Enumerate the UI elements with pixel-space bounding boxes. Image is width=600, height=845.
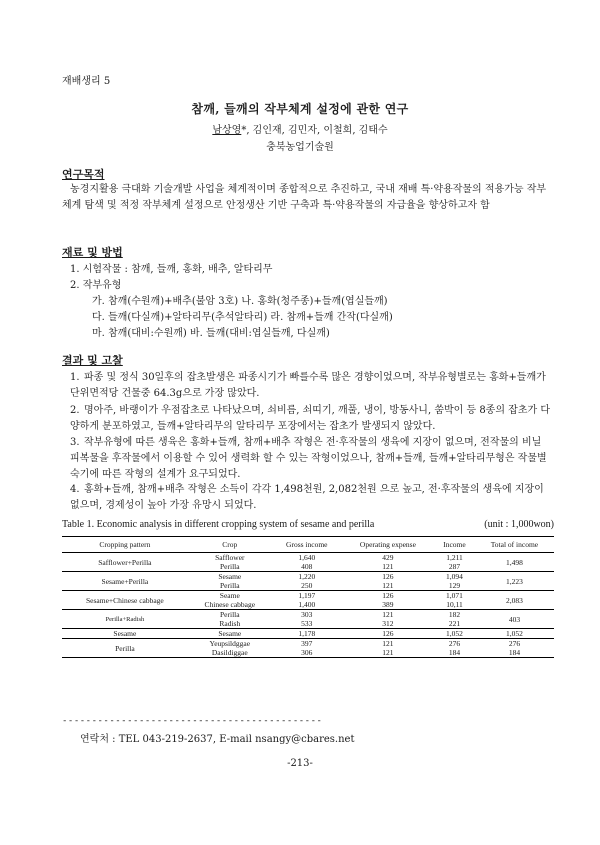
- total-cell: 2,083: [475, 591, 554, 610]
- result-item: 3. 작부유형에 따른 생육은 홍화+들깨, 참깨+배추 작형은 전·후작물의 생육에 지장이 없으며, 전작물의 비닐피복물을 후작물에서 이용할 수 있어 생력화 할 수 있는 작형이었으나, 참깨+들깨, 들깨+알타리무형은 작물별 숙기에 따른 작형의 설계가 요구되었다.: [70, 437, 547, 480]
- pattern-cell: Perilla: [62, 639, 188, 658]
- section-heading-purpose: 연구목적: [62, 168, 105, 181]
- result-item: 1. 파종 및 정식 30일후의 잡초발생은 파종시기가 빠를수록 많은 경향이었으며, 작부유형별로는 홍화+들깨가 단위면적당 건물중 64.3g으로 가장 많았다.: [70, 372, 546, 399]
- pattern-cell: Perilla+Radish: [62, 610, 188, 629]
- result-item: 4. 홍화+들깨, 참깨+배추 작형은 소득이 각각 1,498천원, 2,082천원 으로 높고, 전·후작물의 생육에 지장이 없으며, 경제성이 높아 가장 유망시 되었다.: [70, 484, 544, 511]
- pattern-cell: Sesame: [62, 629, 188, 639]
- table-unit: (unit : 1,000won): [484, 519, 554, 530]
- footnote-rule: --------------------------------------------: [62, 716, 323, 726]
- total-cell: 184: [475, 648, 554, 658]
- table-row: Perilla+Radish Perilla 303 121 182 403: [62, 610, 554, 620]
- series-label: 재배생리 5: [62, 76, 111, 87]
- column-header: Total of income: [475, 537, 554, 553]
- column-header: Gross income: [272, 537, 342, 553]
- table-row: Radish 533 312 221: [62, 619, 554, 629]
- author-list: [0, 121, 600, 136]
- table-row: Perilla 250 121 129: [62, 581, 554, 591]
- methods-item-1: 1. 시험작물 : 참깨, 들깨, 홍화, 배추, 알타리무: [70, 264, 273, 275]
- table-row: Sesame+Chinese cabbage Seame 1,197 126 1,071 2,083: [62, 591, 554, 601]
- pattern-cell: Sesame+Perilla: [62, 572, 188, 591]
- economic-analysis-table: [62, 536, 554, 658]
- column-header: Operating expense: [342, 537, 434, 553]
- corresponding-marker: *: [241, 125, 247, 136]
- pattern-cell: Safflower+Perilla: [62, 553, 188, 572]
- purpose-paragraph: 농경지활용 극대화 기술개발 사업을 체계적이며 종합적으로 추진하고, 국내 재배 특·약용작물의 적용가능 작부체계 탐색 및 적정 작부체계 설정으로 안정생산 기반 구축과 특·약용작물의 자급율을 향상하고자 함: [62, 184, 547, 211]
- affiliation: 충북농업기술원: [266, 142, 334, 153]
- page-number: -213-: [287, 758, 313, 769]
- total-cell: 276: [508, 639, 521, 648]
- table-caption: Table 1. Economic analysis in different cropping system of sesame and perilla (unit : 1,000won): [62, 519, 554, 530]
- column-header: Cropping pattern: [62, 537, 188, 553]
- result-item: 2. 명아주, 바랭이가 우점잡초로 나타났으며, 쇠비름, 쇠띠기, 깨풀, 냉이, 방동사니, 쑴박이 등 8종의 잡초가 다양하게 분포하였고, 들깨+알타리무의 알타리무 포장에서는 잡초가 발생되지 않았다.: [70, 405, 550, 432]
- total-cell: 1,223: [475, 572, 554, 591]
- table-row: Sesame Sesame 1,178 126 1,052 1,052: [62, 629, 554, 639]
- section-heading-methods: 재료 및 방법: [62, 246, 123, 259]
- contact-info: 연락처 : TEL 043-219-2637, E-mail nsangy@cbares.net: [80, 734, 355, 745]
- table-row: Perilla 408 121 287: [62, 562, 554, 572]
- cropping-type-row-2: 다. 들깨(다실깨)+알타리무(추석알타리) 라. 참깨+들깨 간작(다실깨): [92, 312, 393, 323]
- pattern-cell: Sesame+Chinese cabbage: [62, 591, 188, 610]
- co-authors: , 김인재, 김민자, 이철희, 김태수: [246, 125, 388, 136]
- methods-item-2: 2. 작부유형: [70, 280, 122, 291]
- table-row: Perilla Yeupsildggae 397 121 276 276: [62, 639, 554, 649]
- paper-title: 참깨, 들깨의 작부체계 설정에 관한 연구: [191, 102, 409, 116]
- table-row: Dasildiggae 306 121 184 184: [62, 648, 554, 658]
- total-cell: 1,498: [475, 553, 554, 572]
- section-heading-results: 결과 및 고찰: [62, 354, 123, 367]
- table-row: Chinese cabbage 1,400 389 10,11: [62, 600, 554, 610]
- first-author: 남상영: [212, 125, 242, 136]
- table-header-row: [62, 537, 554, 553]
- column-header: Income: [434, 537, 475, 553]
- cropping-type-row-3: 마. 참깨(대비:수원깨) 바. 들깨(대비:엽실들깨, 다실깨): [92, 328, 330, 339]
- cropping-type-row-1: 가. 참깨(수원깨)+배추(불암 3호) 나. 홍화(청주종)+들깨(엽실들깨): [92, 296, 388, 307]
- total-cell: 403: [475, 610, 554, 629]
- total-cell: 1,052: [475, 629, 554, 639]
- column-header: Crop: [188, 537, 272, 553]
- table-row: Sesame+Perilla Sesame 1,220 126 1,094 1,223: [62, 572, 554, 582]
- table-row: Safflower+Perilla Safflower 1,640 429 1,211 1,498: [62, 553, 554, 563]
